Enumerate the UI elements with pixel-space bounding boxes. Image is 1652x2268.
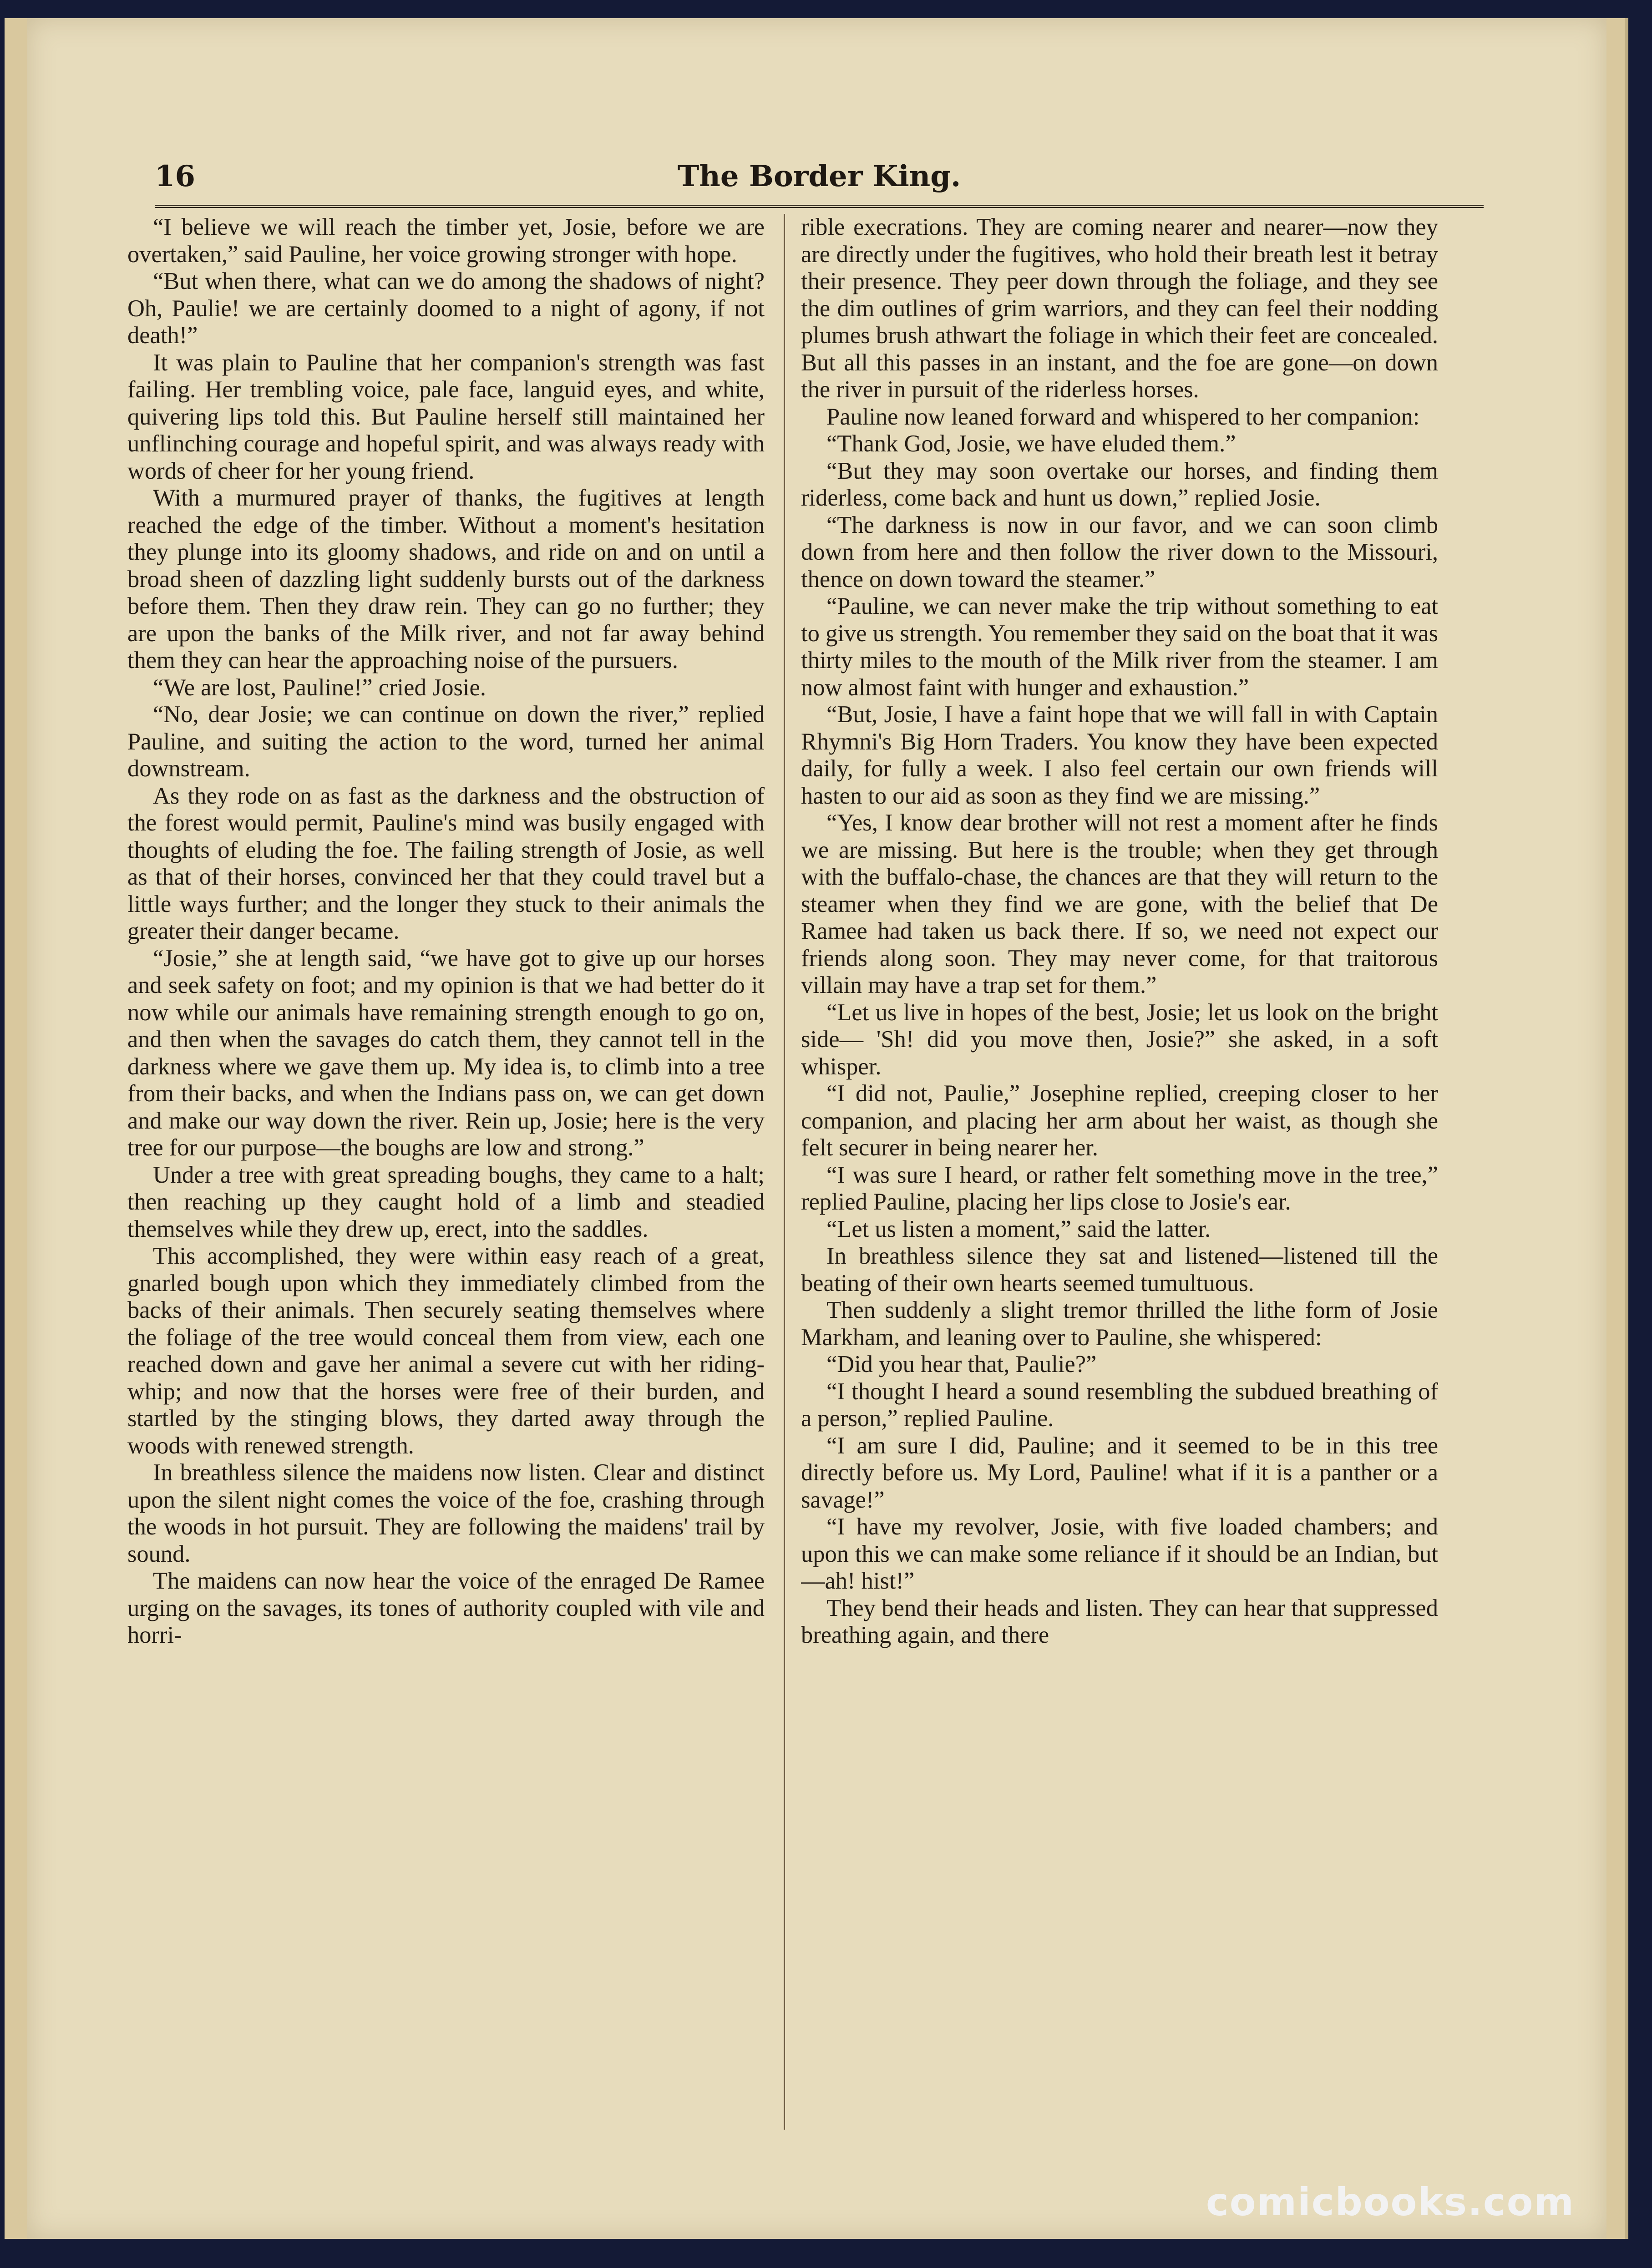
paragraph: “I am sure I did, Pauline; and it seemed to be in this tree directly before us. My Lord, Pauline! what if it is a panther or a savage!” — [801, 1432, 1438, 1513]
paragraph: “Let us live in hopes of the best, Josie; let us look on the bright side— 'Sh! did you move then, Josie?” she asked, in a soft whisper. — [801, 999, 1438, 1080]
page-header — [155, 150, 1484, 208]
paragraph: “We are lost, Pauline!” cried Josie. — [153, 674, 486, 701]
paragraph: “No, dear Josie; we can continue on down the river,” replied Pauline, and suiting the action to the word, turned her animal downstream. — [127, 701, 765, 782]
paragraph: Pauline now leaned forward and whispered to her companion: — [826, 403, 1420, 430]
paragraph: Under a tree with great spreading boughs, they came to a halt; then reaching up they caught hold of a limb and steadied themselves while they drew up, erect, into the saddles. — [127, 1161, 765, 1242]
paragraph: Then suddenly a slight tremor thrilled the lithe form of Josie Markham, and leaning over to Pauline, she whispered: — [801, 1297, 1438, 1351]
running-title: The Border King. — [677, 159, 961, 193]
paragraph: “I believe we will reach the timber yet, Josie, before we are overtaken,” said Pauline, her voice growing stronger with hope. — [127, 214, 765, 268]
paragraph: “But they may soon overtake our horses, and finding them riderless, come back and hunt us down,” replied Josie. — [801, 457, 1438, 511]
paragraph: “Let us listen a moment,” said the latter. — [826, 1215, 1211, 1242]
site-watermark: comicbooks.com — [1206, 2180, 1575, 2224]
paragraph: “Yes, I know dear brother will not rest a moment after he finds we are missing. But here is the trouble; when they get through with the buffalo-chase, the chances are that they will return to the steamer when they find we are gone, with the belief that De Ramee had taken us back there. If so, we need not expect our friends along soon. They may never come, for that traitorous villain may have a trap set for them.” — [801, 810, 1438, 998]
paragraph: In breathless silence the maidens now listen. Clear and distinct upon the silent night comes the voice of the foe, crashing through the woods in hot pursuit. They are following the maidens' trail by sound. — [127, 1459, 765, 1567]
paragraph: “But when there, what can we do among the shadows of night? Oh, Paulie! we are certainly doomed to a night of agony, if not death!” — [127, 268, 765, 349]
paragraph: “Josie,” she at length said, “we have got to give up our horses and seek safety on foot; and my opinion is that we had better do it now while our animals have remaining strength enough to go on, and then when the savages do catch them, they cannot tell in the darkness where we gave them up. My idea is, to climb into a tree from their backs, and when the Indians pass on, we can get down and make our way down the river. Rein up, Josie; here is the very tree for our purpose—the boughs are low and strong.” — [127, 945, 765, 1161]
paragraph: “But, Josie, I have a faint hope that we will fall in with Captain Rhymni's Big Horn Traders. You know they have been expected daily, for fully a week. I also feel certain our own friends will hasten to our aid as soon as they find we are missing.” — [801, 701, 1438, 809]
paragraph: They bend their heads and listen. They can hear that suppressed breathing again, and there — [801, 1595, 1438, 1648]
paragraph: It was plain to Pauline that her companion's strength was fast failing. Her trembling voice, pale face, languid eyes, and white, quivering lips told this. But Pauline herself still maintained her unflinching courage and hopeful spirit, and was always ready with words of cheer for her young friend. — [127, 349, 765, 484]
paragraph: rible execrations. They are coming nearer and nearer—now they are directly under the fugitives, who hold their breath lest it betray their presence. They peer down through the foliage, and they see the dim outlines of grim warriors, and they can feel their nodding plumes brush athwart the foliage in which their feet are concealed. But all this passes in an instant, and the foe are gone—on down the river in pursuit of the riderless horses. — [801, 214, 1438, 403]
paragraph: “I did not, Paulie,” Josephine replied, creeping closer to her companion, and placing her arm about her waist, as though she felt securer in being nearer her. — [801, 1080, 1438, 1161]
paragraph: “Did you hear that, Paulie?” — [826, 1351, 1097, 1377]
paragraph: “I thought I heard a sound resembling the subdued breathing of a person,” replied Pauline. — [801, 1378, 1438, 1432]
paragraph: “The darkness is now in our favor, and we can soon climb down from here and then follow the river down to the Missouri, thence on down toward the steamer.” — [801, 511, 1438, 592]
left-text-column — [127, 214, 765, 2130]
column-divider — [784, 214, 785, 2130]
paragraph: “I have my revolver, Josie, with five loaded chambers; and upon this we can make some reliance if it should be an Indian, but—ah! hist!” — [801, 1514, 1438, 1594]
paragraph: In breathless silence they sat and listened—listened till the beating of their own hearts seemed tumultuous. — [801, 1243, 1438, 1296]
paragraph: As they rode on as fast as the darkness and the obstruction of the forest would permit, Pauline's mind was busily engaged with thoughts of eluding the foe. The failing strength of Josie, as well as that of their horses, convinced her that they could travel but a little ways further; and the longer they stuck to their animals the greater their danger became. — [127, 782, 765, 944]
paragraph: With a murmured prayer of thanks, the fugitives at length reached the edge of the timber. Without a moment's hesitation they plunge into its gloomy shadows, and ride on and on until a broad sheen of dazzling light suddenly bursts out of the darkness before them. Then they draw rein. They can go no further; they are upon the banks of the Milk river, and not far away behind them they can hear the approaching noise of the pursuers. — [127, 485, 765, 673]
paragraph: The maidens can now hear the voice of the enraged De Ramee urging on the savages, its tones of authority coupled with vile and horri- — [127, 1568, 765, 1648]
right-text-column — [801, 214, 1438, 2130]
page-number: 16 — [155, 159, 196, 193]
paragraph: “I was sure I heard, or rather felt something move in the tree,” replied Pauline, placing her lips close to Josie's ear. — [801, 1161, 1438, 1215]
paragraph: “Thank God, Josie, we have eluded them.” — [826, 430, 1236, 457]
paragraph: “Pauline, we can never make the trip without something to eat to give us strength. You remember they said on the boat that it was thirty miles to the mouth of the Milk river from the steamer. I am now almost faint with hunger and exhaustion.” — [801, 593, 1438, 701]
paragraph: This accomplished, they were within easy reach of a great, gnarled bough upon which they immediately climbed from the backs of their animals. Then securely seating themselves where the foliage of the tree would conceal them from view, each one reached down and gave her animal a severe cut with her riding-whip; and now that the horses were free of their burden, and startled by the stinging blows, they darted away through the woods with renewed strength. — [127, 1243, 765, 1459]
